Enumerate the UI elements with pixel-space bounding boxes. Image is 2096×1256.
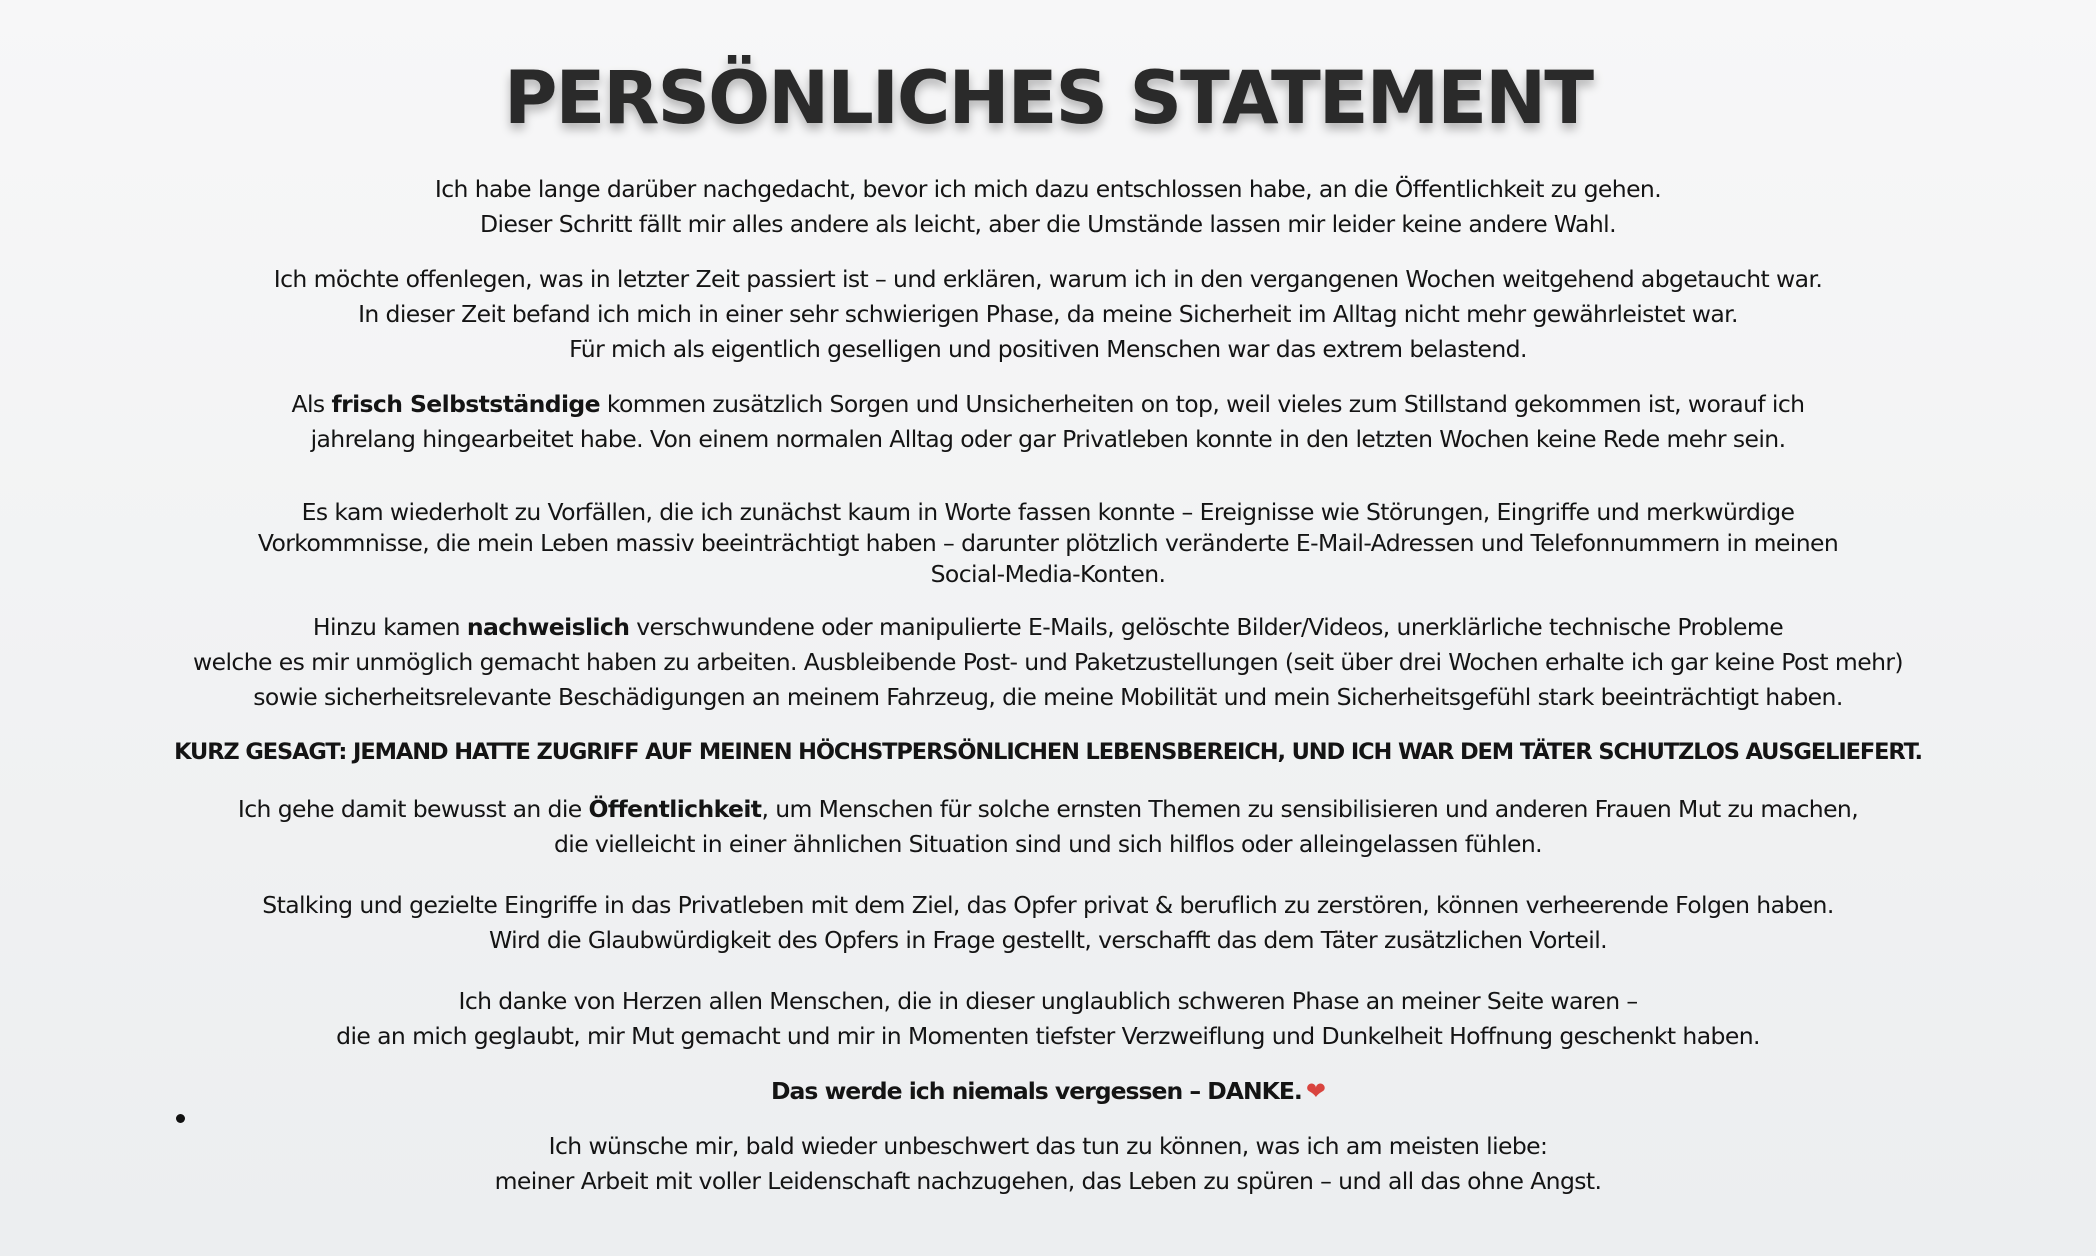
emphasis-text: Öffentlichkeit	[588, 795, 762, 823]
text-line: Ich möchte offenlegen, was in letzter Zeit passiert ist – und erklären, warum ich in den vergangenen Wochen weitgehend abgetaucht war.	[273, 265, 1823, 293]
paragraph-wish	[130, 1129, 1966, 1199]
text-line: Für mich als eigentlich geselligen und positiven Menschen war das extrem belastend.	[569, 335, 1527, 363]
statement-body	[130, 172, 1966, 1219]
text-line: meiner Arbeit mit voller Leidenschaft nachzugehen, das Leben zu spüren – und all das ohne Angst.	[494, 1167, 1602, 1195]
text-line: die vielleicht in einer ähnlichen Situation sind und sich hilflos oder alleingelassen fühlen.	[553, 830, 1543, 858]
page-title: PERSÖNLICHES STATEMENT	[503, 56, 1593, 141]
text-line: sowie sicherheitsrelevante Beschädigungen an meinem Fahrzeug, die meine Mobilität und mein Sicherheitsgefühl stark beeinträchtigt haben.	[253, 683, 1843, 711]
emphasis-text: frisch Selbstständige	[331, 390, 600, 418]
text-line	[130, 387, 1966, 422]
text-line: welche es mir unmöglich gemacht haben zu arbeiten. Ausbleibende Post- und Paketzustellungen (seit über drei Wochen erhalte ich gar keine Post mehr)	[192, 648, 1903, 676]
paragraph-evidence	[130, 610, 1966, 715]
paragraph-absence	[130, 262, 1966, 367]
bullet-dot-icon	[176, 1114, 185, 1123]
paragraph-self-employed	[130, 387, 1966, 457]
text-line: In dieser Zeit befand ich mich in einer sehr schwierigen Phase, da meine Sicherheit im Alltag nicht mehr gewährleistet war.	[358, 300, 1738, 328]
paragraph-incidents	[130, 497, 1966, 590]
text-segment: kommen zusätzlich Sorgen und Unsicherheiten on top, weil vieles zum Stillstand gekommen ist, worauf ich	[599, 390, 1805, 418]
text-line: Es kam wiederholt zu Vorfällen, die ich zunächst kaum in Worte fassen konnte – Ereignisse wie Störungen, Eingriffe und merkwürdige	[301, 498, 1795, 526]
text-segment: Hinzu kamen	[312, 613, 467, 641]
text-line: Vorkommnisse, die mein Leben massiv beeinträchtigt haben – darunter plötzlich veränderte E-Mail-Adressen und Telefonnummern in meinen	[257, 529, 1839, 557]
thanks-text: Das werde ich niemals vergessen – DANKE.	[771, 1077, 1302, 1105]
text-line	[130, 610, 1966, 645]
text-line	[130, 792, 1966, 827]
heart-icon: ❤	[1305, 1077, 1325, 1105]
text-segment: Ich gehe damit bewusst an die	[237, 795, 589, 823]
text-line: jahrelang hingearbeitet habe. Von einem normalen Alltag oder gar Privatleben konnte in den letzten Wochen keine Rede mehr sein.	[310, 425, 1786, 453]
paragraph-thanks	[130, 1074, 1966, 1109]
text-line: Dieser Schritt fällt mir alles andere als leicht, aber die Umstände lassen mir leider keine andere Wahl.	[480, 210, 1616, 238]
text-segment: Als	[291, 390, 332, 418]
text-segment: verschwundene oder manipulierte E-Mails, gelöschte Bilder/Videos, unerklärliche technische Probleme	[629, 613, 1784, 641]
paragraph-public	[130, 792, 1966, 862]
paragraph-stalking	[130, 888, 1966, 958]
text-line: Wird die Glaubwürdigkeit des Opfers in Frage gestellt, verschafft das dem Täter zusätzlichen Vorteil.	[489, 926, 1607, 954]
paragraph-intro	[130, 172, 1966, 242]
text-segment: , um Menschen für solche ernsten Themen zu sensibilisieren und anderen Frauen Mut zu machen,	[761, 795, 1859, 823]
text-line: Social-Media-Konten.	[930, 560, 1166, 588]
text-line: Ich danke von Herzen allen Menschen, die in dieser unglaublich schweren Phase an meiner Seite waren –	[458, 987, 1638, 1015]
text-line: Stalking und gezielte Eingriffe in das Privatleben mit dem Ziel, das Opfer privat & beruflich zu zerstören, können verheerende Folgen haben.	[262, 891, 1834, 919]
text-line: die an mich geglaubt, mir Mut gemacht und mir in Momenten tiefster Verzweiflung und Dunkelheit Hoffnung geschenkt haben.	[336, 1022, 1760, 1050]
text-line: Ich habe lange darüber nachgedacht, bevor ich mich dazu entschlossen habe, an die Öffentlichkeit zu gehen.	[434, 175, 1662, 203]
summary-text: KURZ GESAGT: JEMAND HATTE ZUGRIFF AUF MEINEN HÖCHSTPERSÖNLICHEN LEBENSBEREICH, UND ICH WAR DEM TÄTER SCHUTZLOS AUSGELIEFERT.	[174, 739, 1922, 765]
paragraph-gratitude	[130, 984, 1966, 1054]
text-line	[130, 1074, 1966, 1109]
paragraph-summary	[130, 735, 1966, 770]
emphasis-text: nachweislich	[466, 613, 630, 641]
text-line: Ich wünsche mir, bald wieder unbeschwert das tun zu können, was ich am meisten liebe:	[548, 1132, 1548, 1160]
